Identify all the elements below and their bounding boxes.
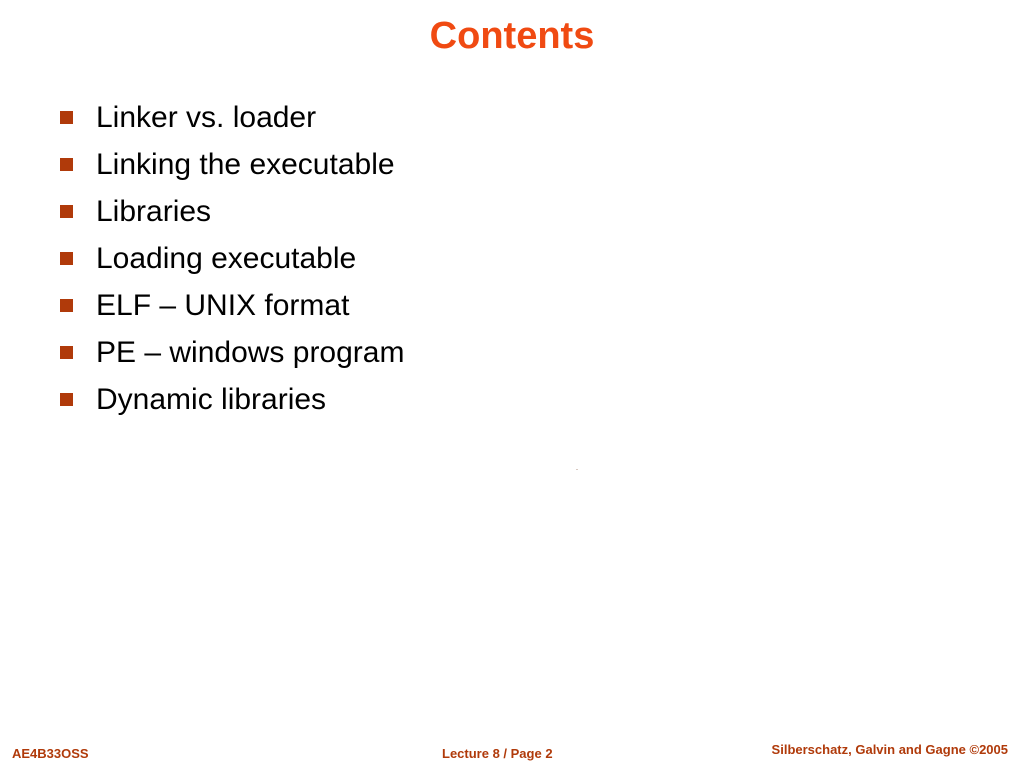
square-bullet-icon: [60, 346, 73, 359]
square-bullet-icon: [60, 158, 73, 171]
list-item: [60, 329, 404, 376]
slide-title: Contents: [429, 15, 595, 57]
list-item-text: ELF – UNIX format: [96, 288, 350, 322]
square-bullet-icon: [60, 111, 73, 124]
list-item-text: Linking the executable: [96, 147, 395, 181]
list-item: [60, 376, 404, 423]
list-item: [60, 188, 404, 235]
decorative-speck: [576, 469, 578, 470]
list-item-text: Dynamic libraries: [96, 382, 327, 416]
square-bullet-icon: [60, 299, 73, 312]
list-item: [60, 235, 404, 282]
list-item: [60, 94, 404, 141]
square-bullet-icon: [60, 205, 73, 218]
footer-course-code: AE4B33OSS: [12, 746, 89, 761]
list-item-text: Libraries: [96, 194, 212, 228]
list-item: [60, 141, 404, 188]
square-bullet-icon: [60, 393, 73, 406]
footer-copyright: Silberschatz, Galvin and Gagne ©2005: [771, 742, 1008, 757]
footer-page-number: Lecture 8 / Page 2: [442, 746, 553, 761]
list-item-text: PE – windows program: [96, 335, 405, 369]
square-bullet-icon: [60, 252, 73, 265]
list-item-text: Loading executable: [96, 241, 357, 275]
contents-list: [60, 94, 404, 423]
list-item-text: Linker vs. loader: [96, 100, 317, 134]
list-item: [60, 282, 404, 329]
